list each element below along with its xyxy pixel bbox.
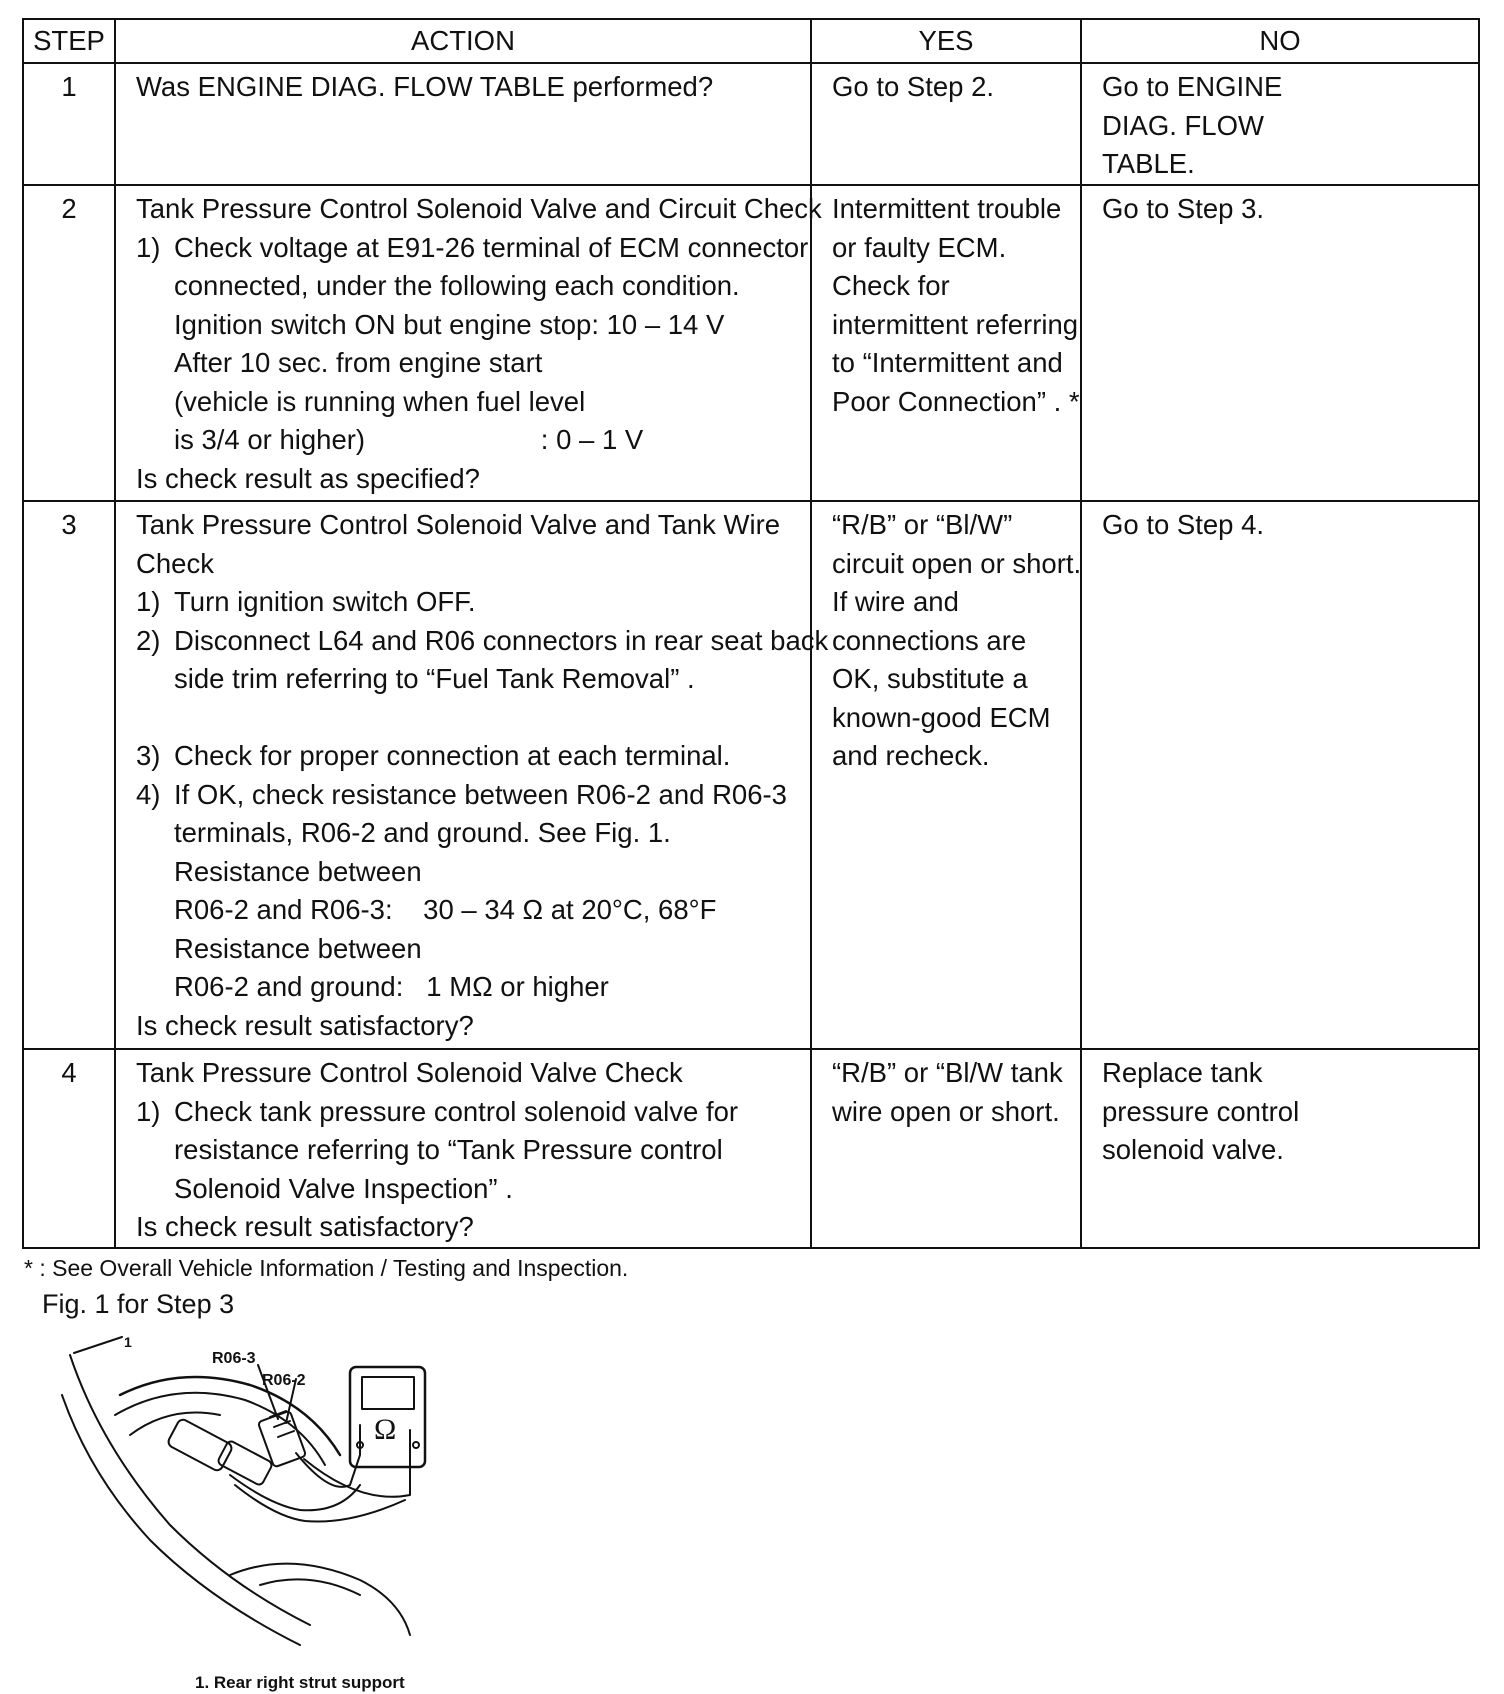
step-number: 1 (23, 63, 115, 185)
yes-text: Intermittent trouble (832, 193, 1062, 224)
table-row-step-1 (23, 63, 1479, 185)
action-cell (115, 185, 822, 501)
action-question: Is check result satisfactory? (136, 1211, 474, 1242)
yes-cell (811, 1049, 1081, 1248)
figure-caption: Fig. 1 for Step 3 (42, 1289, 235, 1319)
header-yes: YES (811, 19, 1081, 63)
diagnostic-table (22, 18, 1480, 1249)
yes-text: Poor Connection” . * (832, 385, 1080, 417)
no-text: TABLE. (1102, 148, 1195, 179)
item-number: 4) (136, 778, 161, 810)
header-row (23, 19, 1479, 63)
figure-illustration (60, 1335, 460, 1655)
item-text: side trim referring to “Fuel Tank Removal” . (174, 663, 695, 694)
item-text: R06-2 and R06-3: 30 – 34 Ω at 20°C, 68°F (174, 894, 717, 925)
item-text: terminals, R06-2 and ground. See Fig. 1. (174, 817, 671, 848)
item-text: If OK, check resistance between R06-2 and R06-3 (174, 778, 787, 810)
no-cell (1081, 501, 1479, 1049)
action-item (136, 622, 829, 699)
item-text: connected, under the following each condition. (174, 270, 740, 301)
item-number: 1) (136, 586, 161, 617)
action-title: Tank Pressure Control Solenoid Valve and Tank Wire (136, 509, 781, 540)
action-text: Was ENGINE DIAG. FLOW TABLE performed? (136, 71, 714, 102)
no-cell (1081, 1049, 1479, 1248)
no-text: Go to Step 4. (1102, 509, 1265, 540)
item-text: is 3/4 or higher) : 0 – 1 V (174, 424, 644, 455)
step-number: 4 (23, 1049, 115, 1248)
yes-cell (811, 185, 1081, 501)
yes-cell (811, 501, 1081, 1049)
item-text: R06-2 and ground: 1 MΩ or higher (174, 971, 609, 1002)
item-text: After 10 sec. from engine start (174, 347, 543, 378)
yes-cell (811, 63, 1081, 185)
spacer (136, 699, 802, 738)
figure-legend: 1. Rear right strut support (195, 1673, 405, 1692)
item-text: Disconnect L64 and R06 connectors in rear seat back (174, 624, 829, 656)
item-number: 3) (136, 740, 161, 771)
action-title: Tank Pressure Control Solenoid Valve Check (136, 1057, 683, 1088)
action-question: Is check result satisfactory? (136, 1009, 474, 1041)
header-action: ACTION (115, 19, 811, 63)
item-number: 1) (136, 231, 161, 263)
item-number: 2) (136, 624, 161, 656)
action-item (136, 1093, 802, 1209)
yes-text: OK, substitute a (832, 663, 1028, 694)
table-row-step-2 (23, 185, 1479, 501)
r06-3-label: R06-3 (212, 1350, 256, 1367)
header-no: NO (1081, 19, 1479, 63)
yes-text: circuit open or short. (832, 547, 1082, 579)
header-step: STEP (23, 19, 115, 63)
item-text: Check tank pressure control solenoid valve for (174, 1095, 739, 1127)
yes-text: “R/B” or “Bl/W” (832, 509, 1013, 540)
action-cell (115, 501, 829, 1049)
yes-text: known-good ECM (832, 701, 1051, 733)
item-text: Solenoid Valve Inspection” . (174, 1172, 513, 1204)
item-text: Check for proper connection at each terminal. (174, 740, 731, 771)
step-number: 3 (23, 501, 115, 1049)
callout-1-label: 1 (124, 1335, 132, 1350)
step-number: 2 (23, 185, 115, 501)
action-item (136, 737, 802, 776)
yes-text: connections are (832, 624, 1027, 656)
action-title: Tank Pressure Control Solenoid Valve and Circuit Check (136, 193, 822, 224)
no-text: pressure control (1102, 1095, 1300, 1127)
action-item (136, 776, 802, 1007)
action-item (136, 583, 802, 622)
r06-2-label: R06-2 (262, 1372, 306, 1389)
yes-text: intermittent referring (832, 308, 1079, 340)
item-text: Check voltage at E91-26 terminal of ECM connector (174, 231, 809, 263)
action-title: Check (136, 547, 214, 579)
action-cell (115, 1049, 811, 1248)
no-text: DIAG. FLOW (1102, 109, 1264, 141)
yes-text: and recheck. (832, 740, 990, 771)
table-row-step-4 (23, 1049, 1479, 1248)
item-number: 1) (136, 1095, 161, 1127)
yes-text: to “Intermittent and (832, 347, 1063, 378)
action-item (136, 229, 809, 460)
item-text: Ignition switch ON but engine stop: 10 – 14 V (174, 308, 725, 340)
yes-text: wire open or short. (832, 1095, 1060, 1127)
table-row-step-3 (23, 501, 1479, 1049)
item-text: Turn ignition switch OFF. (174, 586, 476, 617)
yes-text: or faulty ECM. (832, 231, 1007, 263)
no-text: Go to Step 3. (1102, 193, 1265, 224)
ohm-symbol: Ω (374, 1413, 397, 1446)
item-text: Resistance between (174, 932, 422, 964)
yes-text: If wire and (832, 586, 959, 617)
yes-text: “R/B” or “Bl/W tank (832, 1057, 1063, 1088)
action-cell (115, 63, 811, 185)
yes-text: Go to Step 2. (832, 71, 995, 102)
no-text: Go to ENGINE (1102, 71, 1283, 102)
no-text: solenoid valve. (1102, 1134, 1284, 1165)
no-cell (1081, 63, 1479, 185)
yes-text: Check for (832, 270, 950, 301)
item-text: (vehicle is running when fuel level (174, 385, 586, 417)
no-cell (1081, 185, 1479, 501)
footnote: * : See Overall Vehicle Information / Testing and Inspection. (24, 1255, 629, 1281)
action-question: Is check result as specified? (136, 462, 480, 494)
no-text: Replace tank (1102, 1057, 1263, 1088)
item-text: resistance referring to “Tank Pressure control (174, 1134, 723, 1165)
item-text: Resistance between (174, 855, 422, 887)
